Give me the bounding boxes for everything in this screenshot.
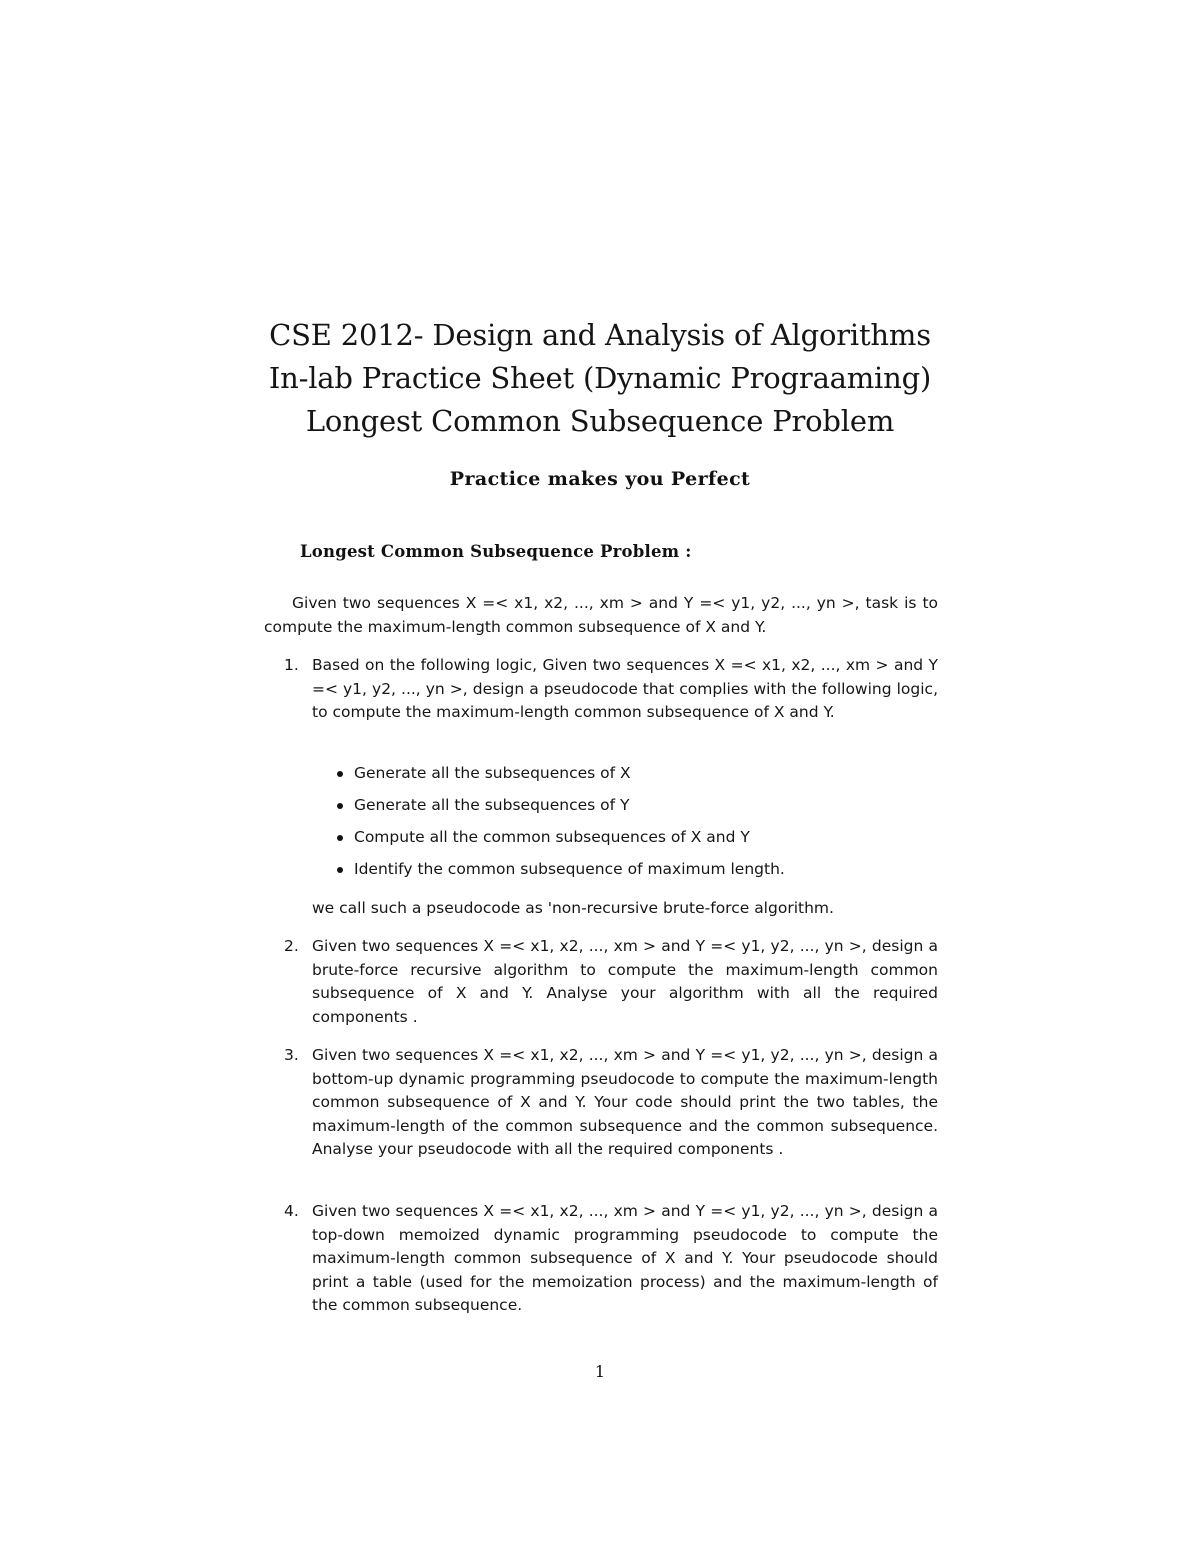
question-number: 3. [284, 1046, 299, 1064]
document-title [0, 314, 1200, 443]
list-item: Compute all the common subsequences of X and Y [334, 826, 934, 858]
question-text: Given two sequences X =< x1, x2, ..., xm > and Y =< y1, y2, ..., yn >, design a brute-force recursive algorithm to compute the maximum-length common subsequence of X and Y. Analyse your algorithm with all the required components . [312, 937, 938, 1026]
title-line-topic: Longest Common Subsequence Problem [305, 404, 895, 438]
question-number: 4. [284, 1202, 299, 1220]
motto: Practice makes you Perfect [449, 468, 751, 490]
question-3 [264, 1044, 938, 1162]
section-heading: Longest Common Subsequence Problem : [300, 542, 692, 561]
list-item: Generate all the subsequences of X [334, 762, 934, 794]
question-number: 1. [284, 656, 299, 674]
page-number: 1 [594, 1362, 606, 1381]
title-line-sheet: In-lab Practice Sheet (Dynamic Prograaming) [268, 361, 932, 395]
question-text: Given two sequences X =< x1, x2, ..., xm > and Y =< y1, y2, ..., yn >, design a top-down memoized dynamic programming pseudocode to compute the maximum-length common subsequence of X and Y. Your pseudocode should print a table (used for the memoization process) and the maximum-length of the common subsequence. [312, 1202, 938, 1314]
logic-bullet-list [334, 762, 934, 890]
question-text: Based on the following logic, Given two sequences X =< x1, x2, ..., xm > and Y =< y1, y2, ..., yn >, design a pseudocode that complies with the following logic, to compute the maximum-length common subsequence of X and Y. [312, 656, 938, 721]
question-1 [264, 654, 938, 725]
title-line-course: CSE 2012- Design and Analysis of Algorithms [269, 318, 931, 352]
question-text: Given two sequences X =< x1, x2, ..., xm > and Y =< y1, y2, ..., yn >, design a bottom-up dynamic programming pseudocode to compute the maximum-length common subsequence of X and Y. Your code should print the two tables, the maximum-length of the common subsequence and the common subsequence. Analyse your pseudocode with all the required components . [312, 1046, 938, 1158]
list-item: Identify the common subsequence of maximum length. [334, 858, 934, 890]
question-1-note: we call such a pseudocode as 'non-recursive brute-force algorithm. [312, 899, 834, 917]
question-4 [264, 1200, 938, 1318]
list-item: Generate all the subsequences of Y [334, 794, 934, 826]
question-number: 2. [284, 937, 299, 955]
question-2 [264, 935, 938, 1029]
intro-paragraph: Given two sequences X =< x1, x2, ..., xm > and Y =< y1, y2, ..., yn >, task is to compute the maximum-length common subsequence of X and Y. [264, 594, 938, 636]
